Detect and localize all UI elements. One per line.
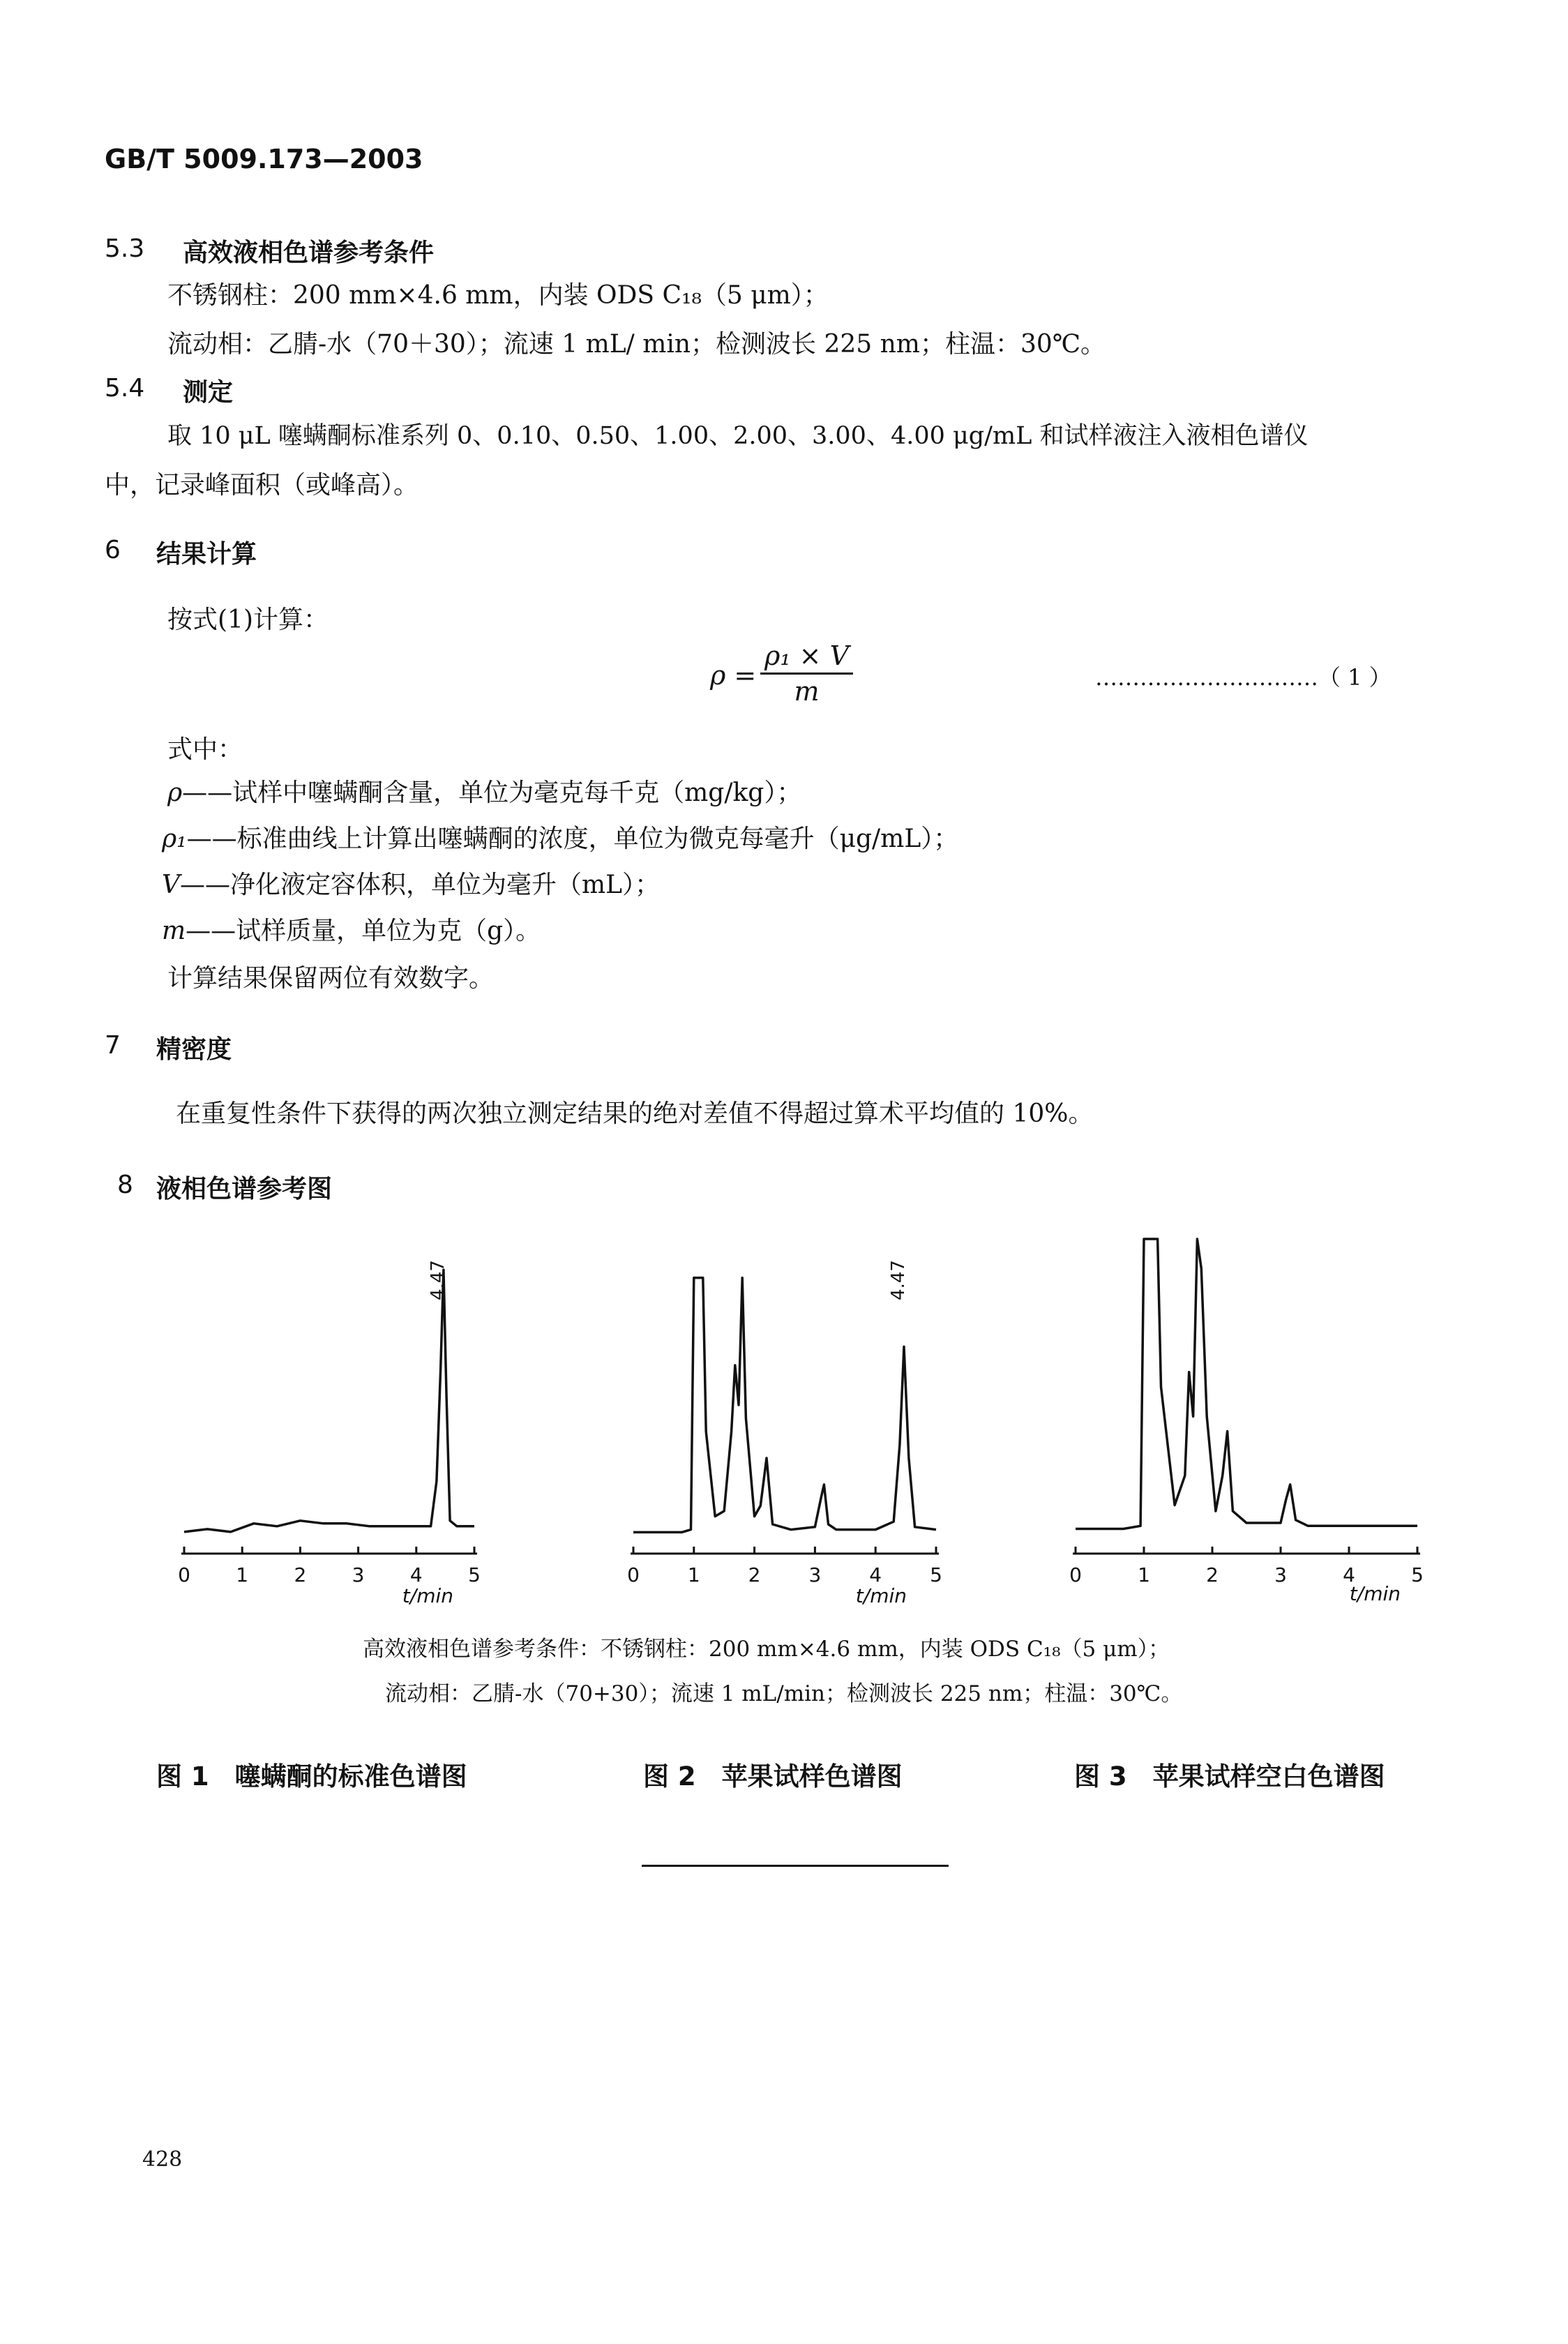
x-tick-label: 3 <box>808 1563 822 1586</box>
def-rho-symbol: ρ <box>167 779 183 807</box>
x-axis-title: t/min <box>855 1584 907 1607</box>
chromatogram-2 <box>627 1260 942 1607</box>
formula-denominator: m <box>794 676 820 707</box>
standard-number: GB/T 5009.173—2003 <box>105 144 423 174</box>
x-tick-label: 4 <box>869 1563 882 1586</box>
chromatogram-trace <box>1076 1239 1417 1529</box>
def-v-text: ——净化液定容体积，单位为毫升（mL）； <box>180 871 661 899</box>
section-7-text: 在重复性条件下获得的两次独立测定结果的绝对差值不得超过算术平均值的 10%。 <box>176 1099 1094 1128</box>
formula-numerator: ρ₁ × V <box>760 640 853 675</box>
formula-equation-number: …………………………（ 1 ） <box>1095 664 1392 691</box>
end-rule <box>642 1865 949 1867</box>
def-rho1-symbol: ρ₁ <box>162 825 187 853</box>
section-5-3-line1: 不锈钢柱：200 mm×4.6 mm，内装 ODS C₁₈（5 μm）； <box>167 281 829 310</box>
figure-conditions-line2: 流动相：乙腈-水（70+30）；流速 1 mL/min；检测波长 225 nm；柱温：30℃。 <box>385 1681 1183 1706</box>
x-tick-label: 1 <box>1138 1563 1150 1586</box>
def-rho1-text: ——标准曲线上计算出噻螨酮的浓度，单位为微克每毫升（μg/mL）； <box>186 825 959 853</box>
section-7-title: 精密度 <box>156 1035 232 1064</box>
x-tick-label: 5 <box>468 1563 481 1586</box>
section-5-4-number: 5.4 <box>105 374 145 403</box>
section-5-4-line1: 取 10 μL 噻螨酮标准系列 0、0.10、0.50、1.00、2.00、3.00、4.00 μg/mL 和试样液注入液相色谱仪 <box>167 422 1309 450</box>
x-tick-label: 4 <box>1343 1563 1355 1586</box>
section-6-note: 计算结果保留两位有效数字。 <box>167 964 495 993</box>
section-5-4-title: 测定 <box>183 378 234 407</box>
figure-conditions-line1: 高效液相色谱参考条件：不锈钢柱：200 mm×4.6 mm，内装 ODS C₁₈（5 μm）； <box>363 1637 1170 1662</box>
def-m-symbol: m <box>162 917 186 945</box>
formula-where: 式中： <box>167 735 243 764</box>
figure-1-caption: 图 1 噻螨酮的标准色谱图 <box>156 1761 467 1791</box>
x-tick-label: 0 <box>627 1563 640 1586</box>
x-tick-label: 2 <box>294 1563 307 1586</box>
section-5-3-number: 5.3 <box>105 234 145 263</box>
x-tick-label: 0 <box>1069 1563 1082 1586</box>
section-8-number: 8 <box>117 1171 133 1199</box>
section-6-title: 结果计算 <box>156 540 257 569</box>
x-axis-title: t/min <box>402 1584 453 1607</box>
section-6-number: 6 <box>105 536 121 564</box>
figure-3-caption: 图 3 苹果试样空白色谱图 <box>1074 1761 1385 1791</box>
peak-retention-label: 4.47 <box>887 1260 909 1300</box>
section-8-title: 液相色谱参考图 <box>156 1175 333 1203</box>
x-tick-label: 1 <box>236 1563 249 1586</box>
section-5-3-title: 高效液相色谱参考条件 <box>183 239 435 267</box>
page-number: 428 <box>142 2147 183 2172</box>
figure-2-caption: 图 2 苹果试样色谱图 <box>643 1761 903 1791</box>
chromatogram-3 <box>1069 1239 1424 1605</box>
def-v-symbol: V <box>162 871 180 899</box>
def-m-text: ——试样质量，单位为克（g）。 <box>186 917 541 945</box>
x-tick-label: 3 <box>1274 1563 1287 1586</box>
x-axis-title: t/min <box>1349 1582 1401 1605</box>
x-tick-label: 3 <box>352 1563 365 1586</box>
def-rho-text: ——试样中噻螨酮含量，单位为毫克每千克（mg/kg）； <box>182 779 802 807</box>
section-7-number: 7 <box>105 1031 121 1060</box>
x-tick-label: 2 <box>1206 1563 1219 1586</box>
peak-retention-label: 4.47 <box>427 1260 448 1300</box>
section-5-4-line2: 中，记录峰面积（或峰高）。 <box>105 471 419 499</box>
chromatogram-trace <box>184 1270 474 1532</box>
x-tick-label: 5 <box>930 1563 942 1586</box>
section-6-intro: 按式(1)计算： <box>167 606 329 634</box>
x-tick-label: 0 <box>178 1563 190 1586</box>
chromatogram-trace <box>633 1278 936 1533</box>
chromatogram-1 <box>178 1260 481 1607</box>
x-tick-label: 1 <box>687 1563 700 1586</box>
section-5-3-line2: 流动相：乙腈-水（70＋30）；流速 1 mL/ min；检测波长 225 nm；柱温：30℃。 <box>167 330 1106 359</box>
x-tick-label: 5 <box>1411 1563 1424 1586</box>
formula-lhs: ρ = <box>710 660 757 691</box>
x-tick-label: 4 <box>409 1563 423 1586</box>
x-tick-label: 2 <box>748 1563 761 1586</box>
